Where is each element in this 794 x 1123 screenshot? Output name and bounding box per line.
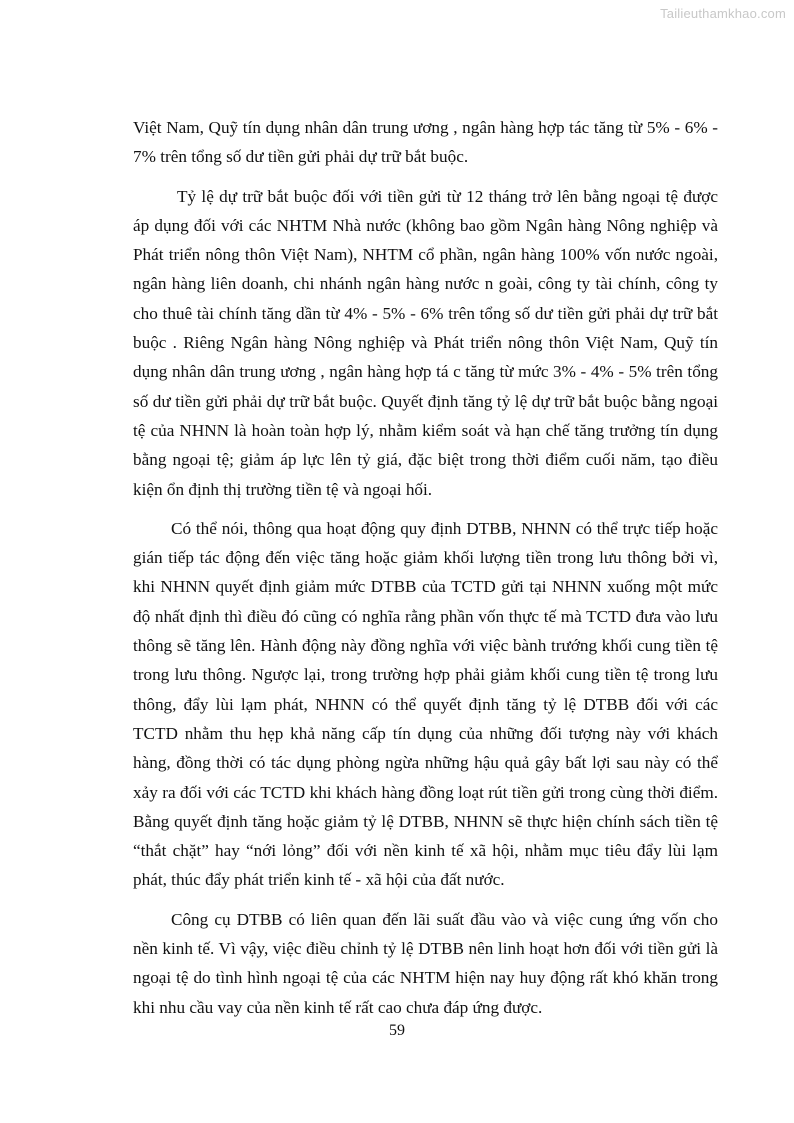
watermark: Tailieuthamkhao.com: [660, 6, 786, 21]
body-text: [133, 113, 718, 1022]
paragraph: Có thể nói, thông qua hoạt động quy định DTBB, NHNN có thể trực tiếp hoặc gián tiếp tác động đến việc tăng hoặc giảm khối lượng tiền trong lưu thông bởi vì, khi NHNN quyết định giảm mức DTBB của TCTD gửi tại NHNN xuống một mức độ nhất định thì điều đó cũng có nghĩa rằng phần vốn thực tế mà TCTD đưa vào lưu thông sẽ tăng lên. Hành động này đồng nghĩa với việc bành trướng khối cung tiền tệ trong lưu thông. Ngược lại, trong trường hợp phải giảm khối cung tiền tệ trong lưu thông, đẩy lùi lạm phát, NHNN có thể quyết định tăng tỷ lệ DTBB đối với các TCTD nhằm thu hẹp khả năng cấp tín dụng của những đối tượng này với khách hàng, đồng thời có tác dụng phòng ngừa những hậu quả gây bất lợi sau này có thể xảy ra đối với các TCTD khi khách hàng đồng loạt rút tiền gửi trong cùng thời điểm. Bằng quyết định tăng hoặc giảm tỷ lệ DTBB, NHNN sẽ thực hiện chính sách tiền tệ “thắt chặt” hay “nới lỏng” đối với nền kinh tế xã hội, nhằm mục tiêu đẩy lùi lạm phát, thúc đẩy phát triển kinh tế - xã hội của đất nước.: [133, 518, 718, 890]
paragraph: Công cụ DTBB có liên quan đến lãi suất đầu vào và việc cung ứng vốn cho nền kinh tế. Vì vậy, việc điều chỉnh tỷ lệ DTBB nên linh hoạt hơn đối với tiền gửi là ngoại tệ do tình hình ngoại tệ của các NHTM hiện nay huy động rất khó khăn trong khi nhu cầu vay của nền kinh tế rất cao chưa đáp ứng được.: [133, 909, 718, 1017]
page-number: 59: [389, 1022, 405, 1039]
paragraph: Tỷ lệ dự trữ bắt buộc đối với tiền gửi từ 12 tháng trở lên bằng ngoại tệ được áp dụng đối với các NHTM Nhà nước (không bao gồm Ngân hàng Nông nghiệp và Phát triển nông thôn Việt Nam), NHTM cổ phần, ngân hàng 100% vốn nước ngoài, ngân hàng liên doanh, chi nhánh ngân hàng nước n goài, công ty tài chính, công ty cho thuê tài chính tăng dần từ 4% - 5% - 6% trên tổng số dư tiền gửi phải dự trữ bắt buộc . Riêng Ngân hàng Nông nghiệp và Phát triển nông thôn Việt Nam, Quỹ tín dụng nhân dân trung ương , ngân hàng hợp tá c tăng từ mức 3% - 4% - 5% trên tổng số dư tiền gửi phải dự trữ bắt buộc. Quyết định tăng tỷ lệ dự trữ bắt buộc bằng ngoại tệ của NHNN là hoàn toàn hợp lý, nhằm kiểm soát và hạn chế tăng trưởng tín dụng bằng ngoại tệ; giảm áp lực lên tỷ giá, đặc biệt trong thời điểm cuối năm, tạo điều kiện ổn định thị trường tiền tệ và ngoại hối.: [133, 186, 718, 499]
paragraph: Việt Nam, Quỹ tín dụng nhân dân trung ương , ngân hàng hợp tác tăng từ 5% - 6% - 7% trên tổng số dư tiền gửi phải dự trữ bắt buộc.: [133, 118, 718, 167]
